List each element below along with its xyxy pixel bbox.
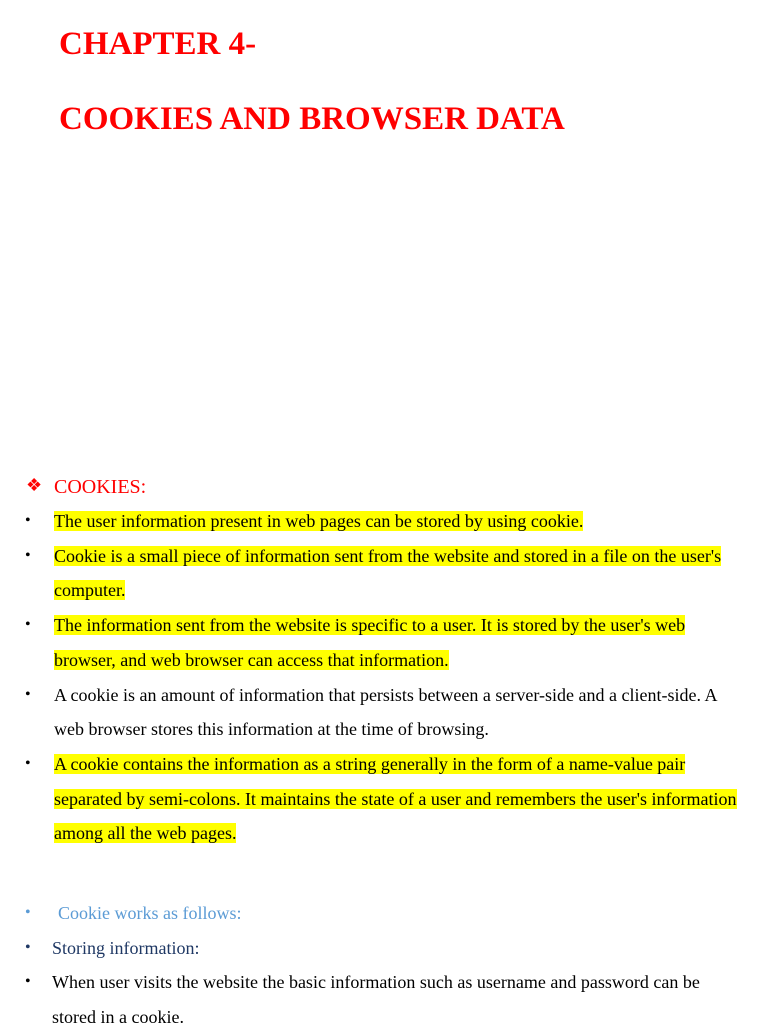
bullet-icon: • [25, 973, 31, 991]
bullet-icon: • [25, 754, 31, 772]
list-item-text: The user information present in web pages can be stored by using cookie. [54, 511, 584, 531]
step-heading: Storing information: [52, 937, 200, 958]
list-item [0, 965, 768, 1034]
bullet-icon: • [25, 904, 31, 921]
chapter-number: CHAPTER 4- [59, 26, 257, 62]
bullet-icon: • [25, 616, 31, 634]
list-item [0, 678, 768, 747]
list-item-text: A cookie is an amount of information that persists between a server-side and a client-side. A web browser stores this information at the time of browsing. [54, 684, 717, 740]
bullet-icon: • [25, 938, 31, 956]
step-text: When user visits the website the basic information such as username and password can be stored in a cookie. [52, 972, 700, 1028]
list-item [0, 896, 768, 931]
list-item [0, 931, 768, 966]
list-item [0, 608, 768, 677]
section-heading [26, 470, 146, 502]
list-item-text: The information sent from the website is specific to a user. It is stored by the user's web browser, and web browser can access that information. [54, 615, 686, 670]
cookie-bullet-list [0, 504, 768, 851]
list-item [0, 539, 768, 608]
bullet-icon: • [25, 512, 31, 529]
list-item-text: A cookie contains the information as a string generally in the form of a name-value pair separated by semi-colons. It maintains the state of a user and remembers the user's information among all the web pages. [54, 753, 737, 844]
list-item-text: Cookie is a small piece of information sent from the website and stored in a file on the user's computer. [54, 545, 722, 601]
chapter-title: COOKIES AND BROWSER DATA [59, 101, 565, 137]
list-item [0, 504, 768, 539]
four-diamond-icon: ❖ [26, 475, 43, 495]
cookie-works-intro: Cookie works as follows: [58, 903, 242, 923]
bullet-icon: • [25, 546, 31, 564]
cookie-works-list [0, 896, 768, 1035]
bullet-icon: • [25, 685, 31, 703]
list-item [0, 747, 768, 851]
section-heading-label: COOKIES: [54, 476, 147, 498]
